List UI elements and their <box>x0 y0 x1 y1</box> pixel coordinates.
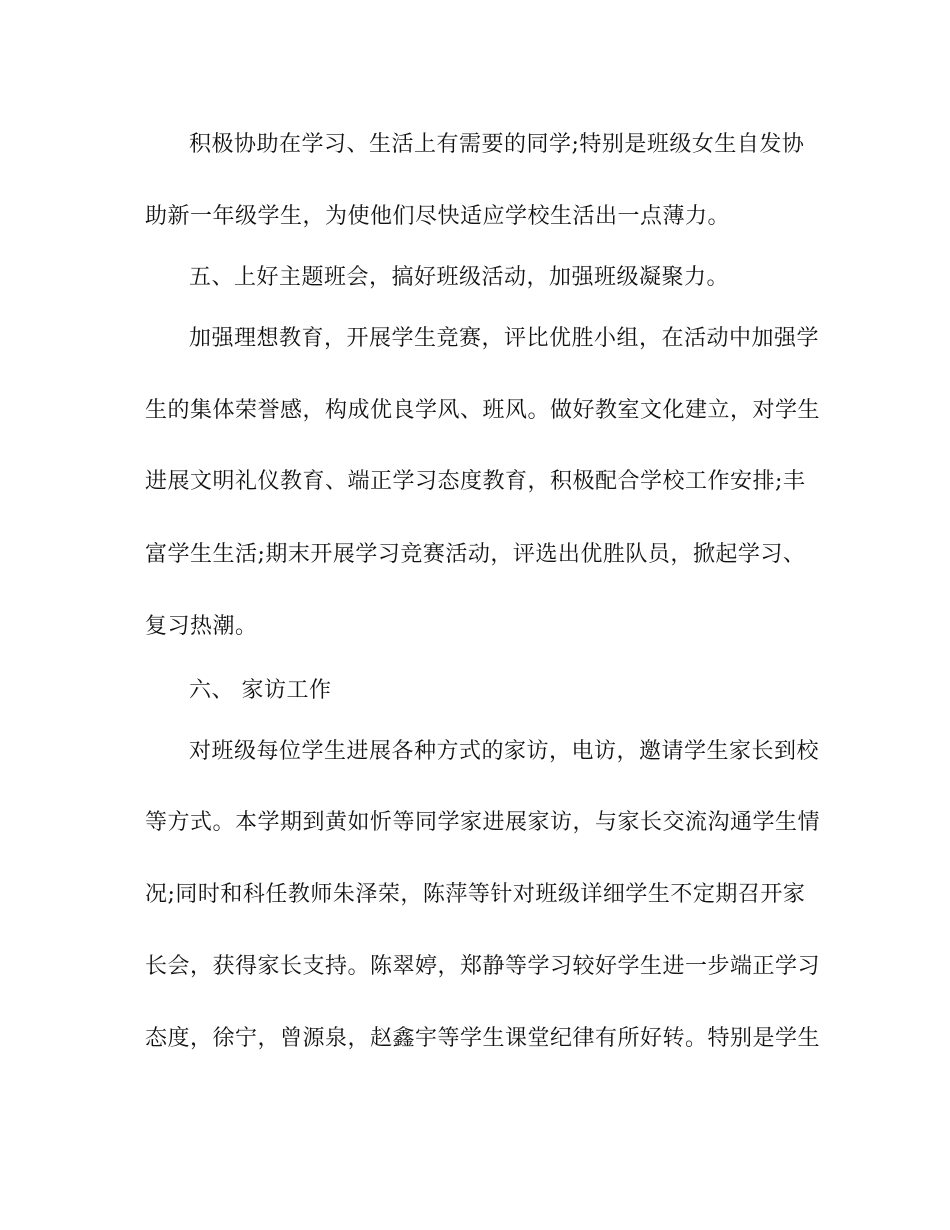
section-heading: 五、上好主题班会，搞好班级活动，加强班级凝聚力。 <box>189 265 730 290</box>
paragraph-line: 等方式。本学期到黄如忻等同学家进展家访，与家长交流沟通学生情 <box>145 810 821 835</box>
paragraph-line: 态度，徐宁，曾源泉，赵鑫宇等学生课堂纪律有所好转。特别是学生 <box>145 1026 821 1051</box>
paragraph-line: 积极协助在学习、生活上有需要的同学;特别是班级女生自发协 <box>189 132 805 157</box>
paragraph-line: 对班级每位学生进展各种方式的家访，电访，邀请学生家长到校 <box>189 739 820 764</box>
paragraph-line: 生的集体荣誉感，构成优良学风、班风。做好教室文化建立，对学生 <box>145 398 821 423</box>
paragraph-line: 复习热潮。 <box>145 614 258 639</box>
paragraph-line: 长会，获得家长支持。陈翠婷，郑静等学习较好学生进一步端正学习 <box>145 954 821 979</box>
paragraph-line: 助新一年级学生，为使他们尽快适应学校生活出一点薄力。 <box>145 204 731 229</box>
paragraph-line: 加强理想教育，开展学生竞赛，评比优胜小组，在活动中加强学 <box>189 326 820 351</box>
paragraph-line: 进展文明礼仪教育、端正学习态度教育，积极配合学校工作安排;丰 <box>145 469 806 494</box>
paragraph-line: 况;同时和科任教师朱泽荣，陈萍等针对班级详细学生不定期召开家 <box>145 882 806 907</box>
paragraph-line: 富学生生活;期末开展学习竞赛活动，评选出优胜队员，掀起学习、 <box>145 542 806 567</box>
section-heading: 六、 家访工作 <box>189 678 332 703</box>
